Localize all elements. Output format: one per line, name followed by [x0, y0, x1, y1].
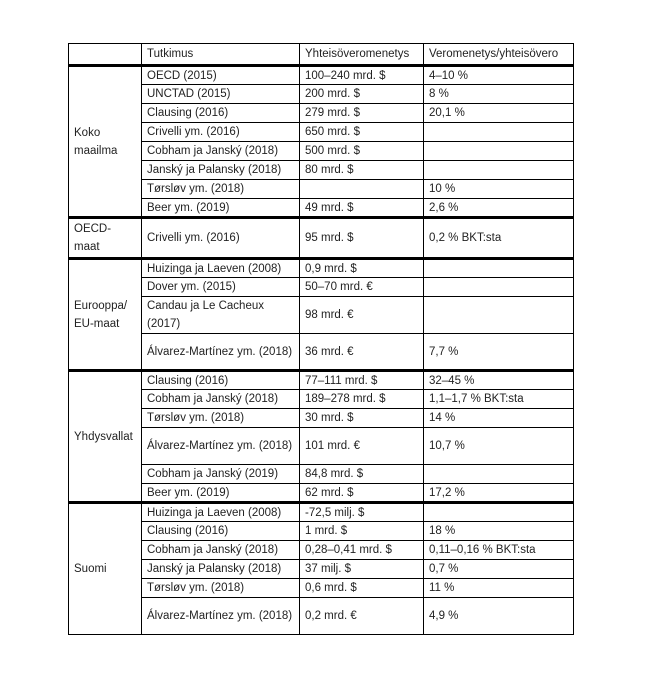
table-row: [69, 278, 574, 297]
loss-cell: 62 mrd. $: [300, 484, 424, 503]
tax-loss-table: [68, 43, 574, 635]
ratio-cell: 0,2 % BKT:sta: [424, 218, 574, 259]
group-europe: [69, 259, 574, 371]
table-row: [69, 218, 574, 259]
study-cell: Candau ja Le Cacheux (2017): [142, 297, 300, 334]
table-row: [69, 334, 574, 371]
loss-cell: 279 mrd. $: [300, 104, 424, 123]
table-row: [69, 390, 574, 409]
study-cell: Beer ym. (2019): [142, 199, 300, 218]
study-cell: Beer ym. (2019): [142, 484, 300, 503]
ratio-cell: 17,2 %: [424, 484, 574, 503]
ratio-cell: 14 %: [424, 409, 574, 428]
ratio-cell: 11 %: [424, 579, 574, 598]
loss-cell: 650 mrd. $: [300, 123, 424, 142]
header-ratio: Veromenetys/yhteisövero: [424, 44, 574, 66]
table-row: [69, 199, 574, 218]
loss-cell: [300, 180, 424, 199]
loss-cell: 95 mrd. $: [300, 218, 424, 259]
table-row: [69, 85, 574, 104]
group-oecd: [69, 218, 574, 259]
loss-cell: 50–70 mrd. €: [300, 278, 424, 297]
loss-cell: 1 mrd. $: [300, 522, 424, 541]
loss-cell: 200 mrd. $: [300, 85, 424, 104]
ratio-cell: [424, 142, 574, 161]
loss-cell: 0,9 mrd. $: [300, 259, 424, 278]
ratio-cell: 32–45 %: [424, 371, 574, 390]
table-row: [69, 297, 574, 334]
table-row: [69, 180, 574, 199]
study-cell: Tørsløv ym. (2018): [142, 180, 300, 199]
loss-cell: 98 mrd. €: [300, 297, 424, 334]
ratio-cell: 10,7 %: [424, 428, 574, 465]
table-row: [69, 465, 574, 484]
region-cell: Suomi: [69, 503, 142, 635]
study-cell: Huizinga ja Laeven (2008): [142, 503, 300, 522]
study-cell: OECD (2015): [142, 66, 300, 85]
loss-cell: -72,5 milj. $: [300, 503, 424, 522]
loss-cell: 500 mrd. $: [300, 142, 424, 161]
ratio-cell: 4–10 %: [424, 66, 574, 85]
study-cell: Clausing (2016): [142, 522, 300, 541]
study-cell: UNCTAD (2015): [142, 85, 300, 104]
ratio-cell: [424, 503, 574, 522]
ratio-cell: 0,11–0,16 % BKT:sta: [424, 541, 574, 560]
region-cell: OECD-maat: [69, 218, 142, 259]
table-row: [69, 259, 574, 278]
group-usa: [69, 371, 574, 503]
table-row: [69, 541, 574, 560]
study-cell: Clausing (2016): [142, 104, 300, 123]
study-cell: Huizinga ja Laeven (2008): [142, 259, 300, 278]
table-row: [69, 123, 574, 142]
table-row: [69, 104, 574, 123]
loss-cell: 80 mrd. $: [300, 161, 424, 180]
loss-cell: 77–111 mrd. $: [300, 371, 424, 390]
table-row: [69, 66, 574, 85]
ratio-cell: [424, 161, 574, 180]
study-cell: Clausing (2016): [142, 371, 300, 390]
study-cell: Crivelli ym. (2016): [142, 123, 300, 142]
study-cell: Crivelli ym. (2016): [142, 218, 300, 259]
table-row: [69, 598, 574, 635]
table-row: [69, 142, 574, 161]
header-study: Tutkimus: [142, 44, 300, 66]
loss-cell: 49 mrd. $: [300, 199, 424, 218]
region-cell: Yhdysvallat: [69, 371, 142, 503]
loss-cell: 0,2 mrd. €: [300, 598, 424, 635]
study-cell: Cobham ja Janský (2018): [142, 541, 300, 560]
study-cell: Álvarez-Martínez ym. (2018): [142, 428, 300, 465]
study-cell: Álvarez-Martínez ym. (2018): [142, 598, 300, 635]
table-row: [69, 371, 574, 390]
study-cell: Janský ja Palansky (2018): [142, 560, 300, 579]
table-row: [69, 522, 574, 541]
ratio-cell: 2,6 %: [424, 199, 574, 218]
study-cell: Tørsløv ym. (2018): [142, 409, 300, 428]
loss-cell: 0,6 mrd. $: [300, 579, 424, 598]
ratio-cell: 8 %: [424, 85, 574, 104]
loss-cell: 30 mrd. $: [300, 409, 424, 428]
study-cell: Cobham ja Janský (2019): [142, 465, 300, 484]
table-row: [69, 503, 574, 522]
loss-cell: 36 mrd. €: [300, 334, 424, 371]
table-row: [69, 579, 574, 598]
study-cell: Dover ym. (2015): [142, 278, 300, 297]
ratio-cell: 20,1 %: [424, 104, 574, 123]
study-cell: Tørsløv ym. (2018): [142, 579, 300, 598]
loss-cell: 37 milj. $: [300, 560, 424, 579]
ratio-cell: [424, 259, 574, 278]
study-cell: Álvarez-Martínez ym. (2018): [142, 334, 300, 371]
loss-cell: 101 mrd. €: [300, 428, 424, 465]
region-cell: Koko maailma: [69, 66, 142, 218]
group-finland: [69, 503, 574, 635]
group-world: [69, 66, 574, 218]
loss-cell: 0,28–0,41 mrd. $: [300, 541, 424, 560]
ratio-cell: 0,7 %: [424, 560, 574, 579]
header-row: [69, 44, 574, 66]
header-loss: Yhteisöveromenetys: [300, 44, 424, 66]
study-cell: Cobham ja Janský (2018): [142, 390, 300, 409]
ratio-cell: 10 %: [424, 180, 574, 199]
ratio-cell: [424, 123, 574, 142]
ratio-cell: 4,9 %: [424, 598, 574, 635]
study-cell: Janský ja Palansky (2018): [142, 161, 300, 180]
region-cell: Eurooppa/ EU-maat: [69, 259, 142, 371]
loss-cell: 84,8 mrd. $: [300, 465, 424, 484]
study-cell: Cobham ja Janský (2018): [142, 142, 300, 161]
ratio-cell: 18 %: [424, 522, 574, 541]
ratio-cell: [424, 297, 574, 334]
header-region: [69, 44, 142, 66]
table-row: [69, 409, 574, 428]
loss-cell: 189–278 mrd. $: [300, 390, 424, 409]
table-row: [69, 484, 574, 503]
table-row: [69, 428, 574, 465]
ratio-cell: 1,1–1,7 % BKT:sta: [424, 390, 574, 409]
table-row: [69, 560, 574, 579]
loss-cell: 100–240 mrd. $: [300, 66, 424, 85]
ratio-cell: [424, 465, 574, 484]
ratio-cell: [424, 278, 574, 297]
ratio-cell: 7,7 %: [424, 334, 574, 371]
table-row: [69, 161, 574, 180]
